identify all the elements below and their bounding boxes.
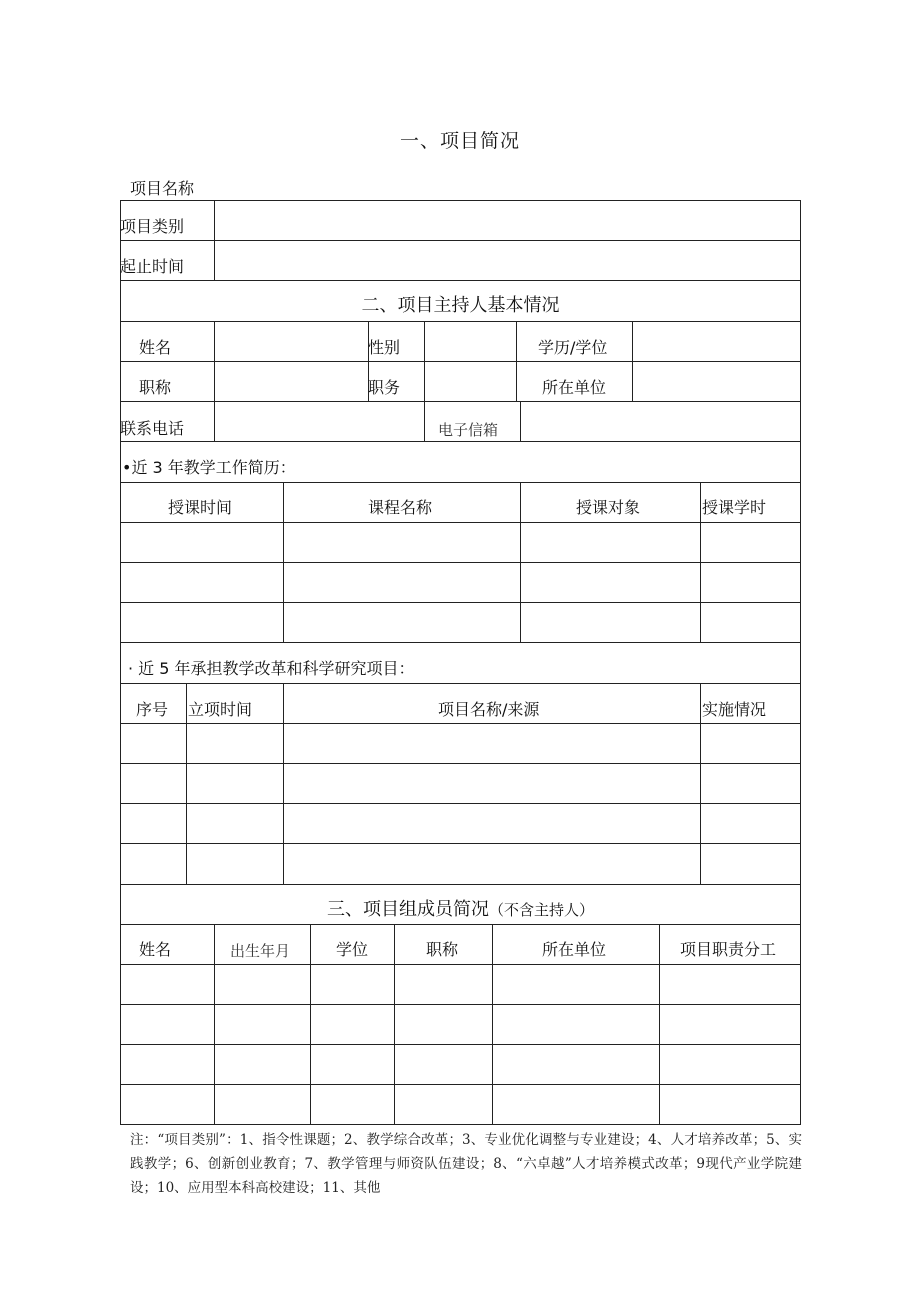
rule [120,1044,801,1045]
teaching-heading: •近 3 年教学工作简历： [122,458,296,477]
rule [120,763,801,764]
rule [424,401,425,441]
teaching-col-time: 授课时间 [168,498,233,517]
rule [120,924,801,925]
rule-bottom [120,1124,801,1125]
host-title-label: 职称 [139,378,172,397]
rule [214,321,215,401]
rule [310,924,311,1124]
rule [120,361,801,362]
rule [120,280,801,281]
section2-title: 二、项目主持人基本情况 [361,295,560,316]
rule [700,482,701,642]
rule-right [800,200,801,1125]
teaching-col-hours: 授课学时 [702,498,767,517]
degree-label: 学历/学位 [538,338,608,357]
rule [120,240,801,241]
application-form [120,200,801,1125]
position-label: 职务 [368,378,401,397]
rule [424,321,425,401]
rule [632,321,633,401]
member-col-role: 项目职责分工 [680,940,777,959]
rule [214,200,215,280]
period-label: 起止时间 [120,257,185,276]
member-col-title: 职称 [426,940,459,959]
rule [120,964,801,965]
rule [520,482,521,642]
rule [516,321,517,401]
member-col-unit: 所在单位 [542,940,607,959]
phone-label: 联系电话 [120,419,185,438]
rule [120,401,801,402]
rule [120,562,801,563]
rule [283,482,284,642]
rule [120,803,801,804]
host-name-label: 姓名 [139,338,172,357]
member-col-name: 姓名 [139,940,172,959]
rule [120,441,801,442]
research-col-index: 序号 [136,700,169,719]
page-title: 一、项目简况 [399,130,520,152]
rule [120,321,801,322]
teaching-col-course: 课程名称 [368,498,433,517]
rule [120,602,801,603]
rule [120,642,801,643]
member-col-birth: 出生年月 [230,942,291,960]
section3-title-main: 三、项目组成员简况 [326,899,489,920]
rule [120,482,801,483]
category-label: 项目类别 [120,217,185,236]
rule [214,401,215,441]
footnote: 注：“项目类别”：1、指令性课题；2、教学综合改革；3、专业优化调整与专业建设；4、人才培养改革；5、实践教学；6、创新创业教育；7、教学管理与师资队伍建设；8、“六卓越”人才培养模式改革；9现代产业学院建设；10、应用型本科高校建设；11、其他 [130,1132,802,1196]
rule [120,884,801,885]
rule [120,522,801,523]
research-col-date: 立项时间 [188,700,253,719]
project-name-label: 项目名称 [130,179,195,198]
gender-label: 性别 [368,338,401,357]
rule [214,924,215,1124]
rule [700,683,701,884]
teaching-col-target: 授课对象 [576,498,641,517]
rule [120,1004,801,1005]
section3-title-suffix: （不含主持人） [488,901,594,919]
member-col-degree: 学位 [336,940,369,959]
rule [283,683,284,884]
rule [120,843,801,844]
rule-left [120,200,121,1125]
rule [120,1084,801,1085]
email-label: 电子信箱 [438,421,499,439]
rule [659,924,660,1124]
rule [394,924,395,1124]
rule [520,401,521,441]
rule [120,683,801,684]
rule [492,924,493,1124]
research-col-name: 项目名称/来源 [438,700,540,719]
research-heading: · 近 5 年承担教学改革和科学研究项目： [128,659,415,678]
rule [186,683,187,884]
research-col-status: 实施情况 [702,700,767,719]
rule-top [120,200,801,201]
unit-label: 所在单位 [542,378,607,397]
rule [120,723,801,724]
section3-title [120,901,801,919]
